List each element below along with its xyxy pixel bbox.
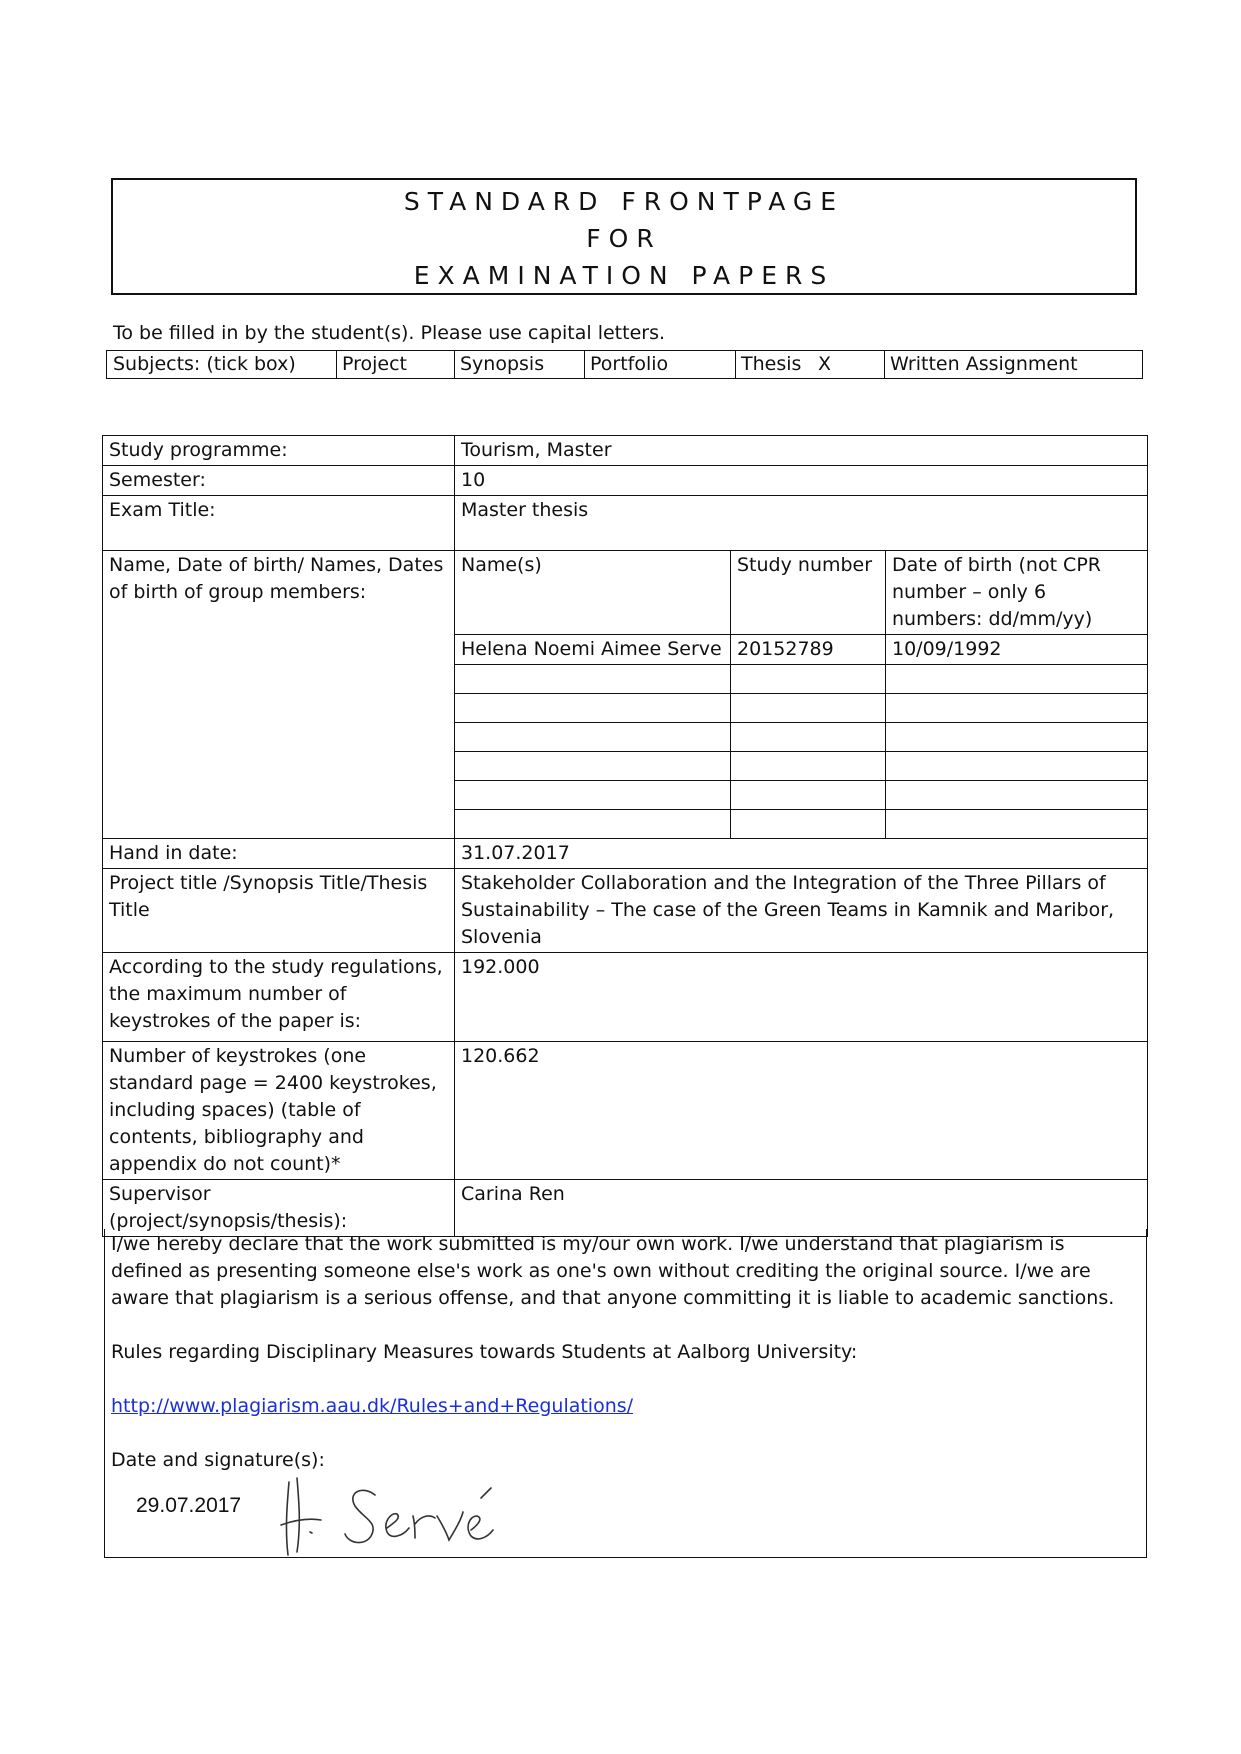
empty-cell[interactable]: [731, 752, 886, 781]
subjects-label: Subjects: (tick box): [106, 350, 337, 379]
num-keystrokes-value[interactable]: 120.662: [455, 1042, 1148, 1180]
signature: [275, 1470, 505, 1564]
exam-title-label: Exam Title:: [103, 496, 455, 551]
empty-cell[interactable]: [731, 810, 886, 839]
student-number[interactable]: 20152789: [731, 635, 886, 665]
empty-cell[interactable]: [455, 665, 731, 694]
empty-cell[interactable]: [455, 781, 731, 810]
empty-cell[interactable]: [886, 810, 1148, 839]
names-cell: [455, 551, 1148, 839]
exam-title-value[interactable]: Master thesis: [455, 496, 1148, 551]
row-num-keystrokes: [103, 1042, 1148, 1180]
subject-portfolio-box[interactable]: Portfolio: [584, 350, 736, 379]
rules-link[interactable]: http://www.plagiarism.aau.dk/Rules+and+Regulations/: [111, 1395, 634, 1417]
names-row-empty: [455, 694, 1148, 723]
row-supervisor: [103, 1180, 1148, 1237]
empty-cell[interactable]: [455, 694, 731, 723]
subject-synopsis-box[interactable]: Synopsis: [454, 350, 585, 379]
names-row-empty: [455, 752, 1148, 781]
row-semester: [103, 466, 1148, 496]
col-study-header: Study number: [731, 551, 886, 635]
names-row-empty: [455, 723, 1148, 752]
empty-cell[interactable]: [455, 752, 731, 781]
subject-thesis-label: Thesis: [741, 353, 802, 375]
supervisor-value[interactable]: Carina Ren: [455, 1180, 1148, 1237]
hand-in-label: Hand in date:: [103, 839, 455, 869]
names-header-row: [455, 551, 1148, 635]
subject-thesis-mark: X: [818, 353, 832, 375]
title-line-3: EXAMINATION PAPERS: [413, 261, 835, 290]
empty-cell[interactable]: [886, 665, 1148, 694]
col-names-header: Name(s): [455, 551, 731, 635]
student-name[interactable]: Helena Noemi Aimee Serve: [455, 635, 731, 665]
subject-thesis-box[interactable]: [735, 350, 885, 379]
signature-date: 29.07.2017: [136, 1494, 242, 1517]
empty-cell[interactable]: [731, 781, 886, 810]
form-table: [102, 435, 1148, 1237]
row-names: [103, 551, 1148, 839]
row-hand-in: [103, 839, 1148, 869]
row-programme: [103, 436, 1148, 466]
names-row-empty: [455, 781, 1148, 810]
names-table: [454, 550, 1148, 839]
empty-cell[interactable]: [731, 694, 886, 723]
student-dob[interactable]: 10/09/1992: [886, 635, 1148, 665]
semester-value[interactable]: 10: [455, 466, 1148, 496]
rules-text: Rules regarding Disciplinary Measures towards Students at Aalborg University:: [111, 1341, 858, 1363]
empty-cell[interactable]: [731, 665, 886, 694]
title-line-1: STANDARD FRONTPAGE: [403, 187, 845, 216]
title-box: [111, 178, 1137, 295]
names-label: Name, Date of birth/ Names, Dates of birth of group members:: [103, 551, 455, 839]
programme-value[interactable]: Tourism, Master: [455, 436, 1148, 466]
empty-cell[interactable]: [455, 723, 731, 752]
supervisor-label: Supervisor (project/synopsis/thesis):: [103, 1180, 455, 1237]
subject-project-box[interactable]: Project: [336, 350, 455, 379]
project-title-value[interactable]: Stakeholder Collaboration and the Integration of the Three Pillars of Sustainability – The case of the Green Teams in Kamnik and Maribor, Slovenia: [455, 869, 1148, 953]
semester-label: Semester:: [103, 466, 455, 496]
subjects-row: [106, 350, 1143, 379]
row-project-title: [103, 869, 1148, 953]
names-row-empty: [455, 665, 1148, 694]
empty-cell[interactable]: [886, 723, 1148, 752]
declaration-text: I/we hereby declare that the work submitted is my/our own work. I/we understand that plagiarism is defined as presenting someone else's work as one's own without crediting the original source. I/we are aware that plagiarism is a serious offense, and that anyone committing it is liable to academic sanctions.: [111, 1233, 1115, 1309]
hand-in-value[interactable]: 31.07.2017: [455, 839, 1148, 869]
handwritten-signature-icon: [275, 1470, 505, 1560]
names-row: [455, 635, 1148, 665]
row-max-keystrokes: [103, 953, 1148, 1042]
declaration-box: [104, 1229, 1147, 1558]
instruction-text: To be filled in by the student(s). Please use capital letters.: [113, 322, 666, 344]
title-line-2: FOR: [586, 224, 662, 253]
date-signature-label: Date and signature(s):: [111, 1449, 325, 1471]
empty-cell[interactable]: [886, 781, 1148, 810]
max-keystrokes-label: According to the study regulations, the maximum number of keystrokes of the paper is:: [103, 953, 455, 1042]
names-row-empty: [455, 810, 1148, 839]
num-keystrokes-label: Number of keystrokes (one standard page = 2400 keystrokes, including spaces) (table of contents, bibliography and appendix do not count)*: [103, 1042, 455, 1180]
max-keystrokes-value[interactable]: 192.000: [455, 953, 1148, 1042]
project-title-label: Project title /Synopsis Title/Thesis Title: [103, 869, 455, 953]
col-dob-header: Date of birth (not CPR number – only 6 numbers: dd/mm/yy): [886, 551, 1148, 635]
subject-written-box[interactable]: Written Assignment: [884, 350, 1143, 379]
empty-cell[interactable]: [886, 694, 1148, 723]
row-exam-title: [103, 496, 1148, 551]
empty-cell[interactable]: [731, 723, 886, 752]
empty-cell[interactable]: [886, 752, 1148, 781]
empty-cell[interactable]: [455, 810, 731, 839]
programme-label: Study programme:: [103, 436, 455, 466]
